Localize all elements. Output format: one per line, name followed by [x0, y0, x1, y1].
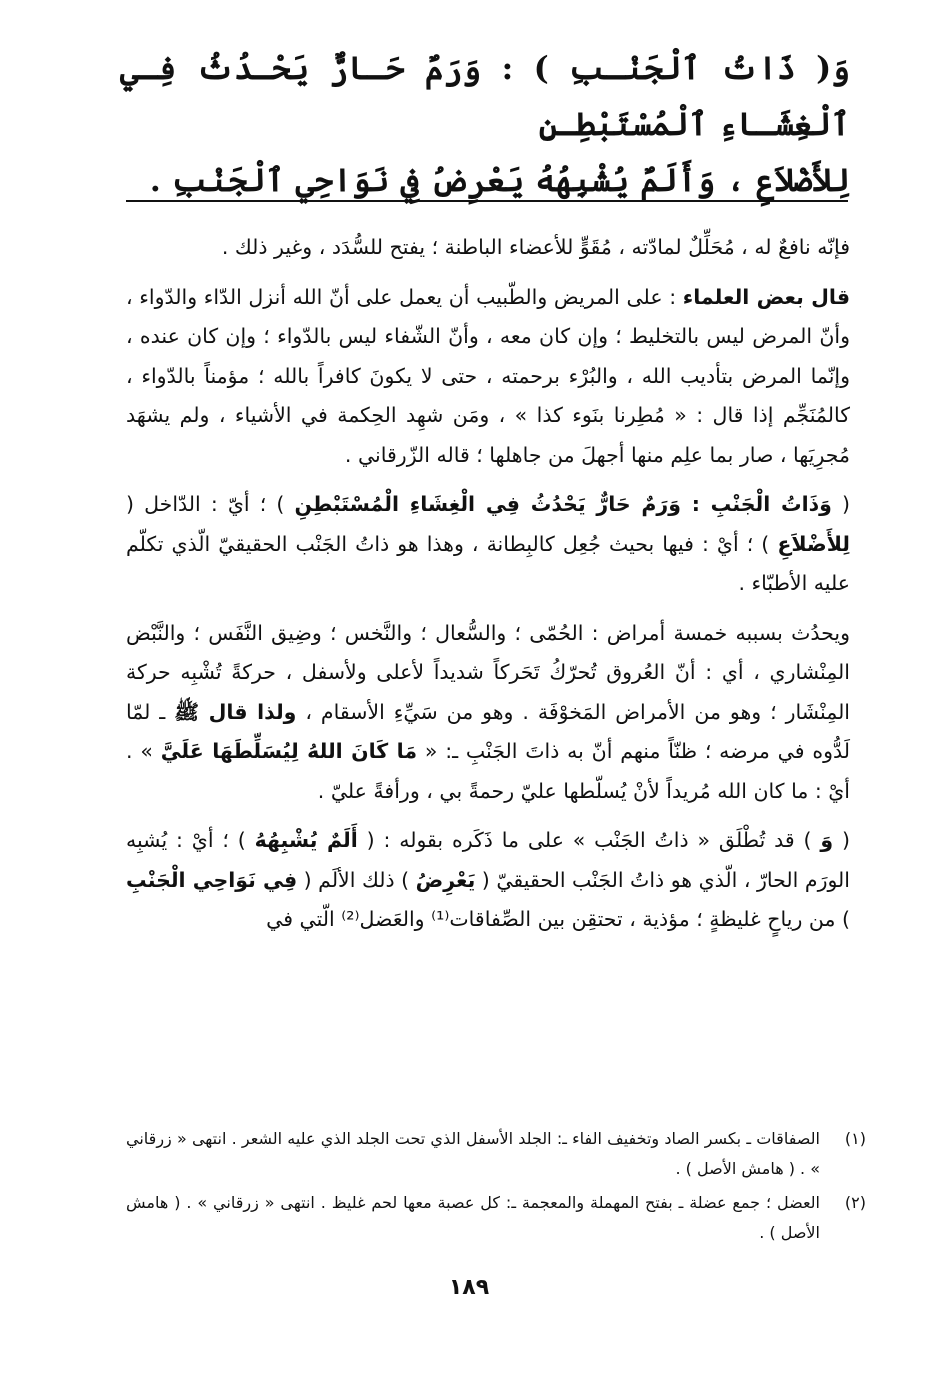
footnote-text: الصفاقات ـ بكسر الصاد وتخفيف الفاء ـ: الجلد الأسفل الذي تحت الجلد الذي عليه الشعر . انتهى « زرقاني » . ( هامش الأصل ) . — [126, 1129, 820, 1178]
matn-quote: فِي نَوَاحِي الْجَنْبِ — [126, 867, 298, 892]
matn-line-1: وَ( ذَاتُ ٱلْجَنْـبِ ) : وَرَمٌ حَـارٌّ يَحْـدُثُ فِـي ٱلْغِشَـاءِ ٱلْمُسْتَبْطِـنِ — [120, 49, 850, 143]
paragraph-text: ) من رياحٍ غليظةٍ ؛ مؤذية ، تحتقِن بين الصِّفاقات⁽¹⁾ والعَضل⁽²⁾ الّتي في — [266, 907, 850, 931]
paragraph-text: : على المريض والطّبيب أن يعمل على أنّ الله أنزل الدّاء والدّواء ، وأنّ المرض ليس بالتخليط ؛ وإن كان معه ، وأنّ الشّفاء ليس بالدّواء ؛ وإن كان عنده ، وإنّما المرض بتأديب الله ، والبُرْء برحمته ، حتى لا يكونَ كافراً بالله ؛ مؤمناً بالدّواء ، كالمُنَجِّم إذا قال : « مُطِرنا بنَوء كذا » ، ومَن شهِد الحِكمة في الأشياء ، ولم يشهَد مُجرِيَها ، صار بما علِم منها أجهلَ من جاهلها ؛ قاله الزّرقاني . — [126, 284, 850, 467]
commentary-body — [126, 228, 850, 950]
page-number: ١٨٩ — [448, 1275, 490, 1300]
bracket: ( — [831, 492, 850, 516]
paragraph-text: ) ؛ أيْ : فيها بحيث جُعِل كالبِطانة ، وهذا هو ذاتُ الجَنْب الحقيقيّ الّذي تكلّم عليه الأطبّاء . — [126, 531, 850, 595]
paragraph-text: ـ لمّا لَدُّوه في مرضه ؛ ظنّاً منهم أنّ به ذاتَ الجَنْبِ ـ: « — [126, 699, 851, 763]
paragraph-text: » . أيْ : ما كان الله مُريداً لأنْ يُسلّطها عليّ رحمةً بي ، ورأفةً عليّ . — [126, 739, 850, 803]
matn-quote: وَ — [820, 828, 834, 852]
footnotes — [126, 1124, 866, 1252]
matn-line-2: لِلأَضْلاَعِ ، وَأَلَمٌ يُشْبِهُهُ يَعْرِضُ فِي نَوَاحِي ٱلْجَنْبِ . — [149, 161, 850, 199]
footnote-text: العضل ؛ جمع عضلة ـ بفتح المهملة والمعجمة ـ: كل عصبة معها لحم غليظ . انتهى « زرقاني » . ( هامش الأصل ) . — [126, 1193, 820, 1242]
matn-quote: وَذَاتُ الْجَنْبِ : وَرَمٌ حَارٌّ يَحْدُثُ فِي الْغِشَاءِ الْمُسْتَبْطِنِ — [294, 492, 832, 516]
bold-phrase: ولذا قال ﷺ — [174, 699, 297, 724]
footnote-2 — [126, 1188, 866, 1248]
paragraph-text: ) ذلك الألَم ( — [297, 867, 416, 892]
footnote-1 — [126, 1124, 866, 1184]
commentary-paragraph-5 — [126, 821, 850, 940]
paragraph-text: ) قد تُطْلَق « ذاتُ الجَنْب » على ما ذَكَره بقوله : ( — [357, 828, 821, 852]
commentary-paragraph-4 — [126, 614, 850, 812]
paragraph-text: ) ؛ أيّ : الدّاخل ( — [126, 492, 295, 516]
paragraph-text: ) ؛ أيْ : يُشبِه الورَم الحارّ ، الّذي هو ذاتُ الجَنْب الحقيقيّ ( — [126, 828, 850, 892]
footnote-number: (٢) — [844, 1193, 866, 1212]
bracket: ( — [833, 828, 850, 852]
matn-quote: يَعْرِضُ — [415, 867, 476, 892]
matn-quote: لِلأَضْلاَعِ — [777, 531, 850, 556]
matn-block — [120, 40, 850, 208]
paragraph-text: فإنّه نافعٌ له ، مُحَلِّلٌ لمادّته ، مُقَوٍّ للأعضاء الباطنة ؛ يفتح للسُّدَد ، وغير ذلك . — [221, 235, 850, 259]
hadith-quote: مَا كَانَ اللهُ لِيُسَلِّطَهَا عَلَيَّ — [160, 739, 418, 763]
commentary-paragraph-2 — [126, 278, 850, 476]
commentary-paragraph-3 — [126, 485, 850, 604]
section-divider — [126, 200, 848, 202]
footnote-number: (١) — [844, 1129, 866, 1148]
paragraph-lead: قال بعض العلماء — [682, 284, 850, 309]
commentary-paragraph-1 — [126, 228, 850, 268]
matn-quote: أَلَمٌ يُشْبِهُهُ — [254, 828, 358, 852]
paragraph-text: ويحدُث بسببه خمسة أمراض : الحُمّى ؛ والسُّعال ؛ والنَّخس ؛ وضِيق النَّفَس ؛ والنَّبْض المِنْشاري ، أي : أنّ العُروق تُحرّكُ تَحَركاً شديداً لأعلى ولأسفل ، حركةً تُشْبِه حركة المِنْشَار ؛ وهو من الأمراض المَخوْفَة . وهو من سَيِّءِ الأسقام ، — [126, 620, 851, 724]
